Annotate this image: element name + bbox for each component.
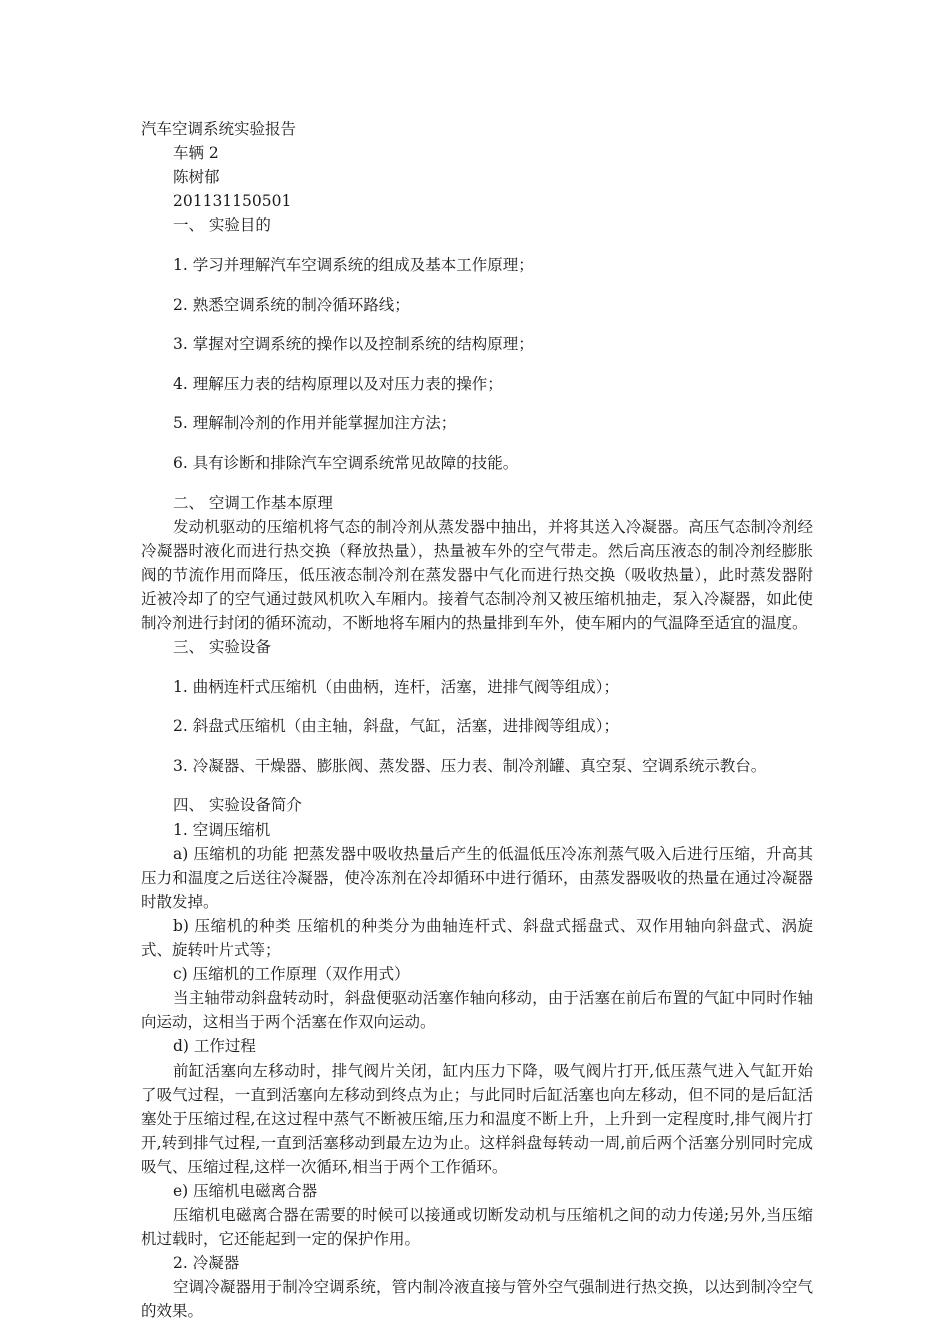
compressor-types-paragraph: b) 压缩机的种类 压缩机的种类分为曲轴连杆式、斜盘式摇盘式、双作用轴向斜盘式、涡旋式、旋转叶片式等； <box>141 916 813 960</box>
clutch-heading: e) 压缩机电磁离合器 <box>173 1181 318 1200</box>
objective-item: 1. 学习并理解汽车空调系统的组成及基本工作原理； <box>173 255 534 274</box>
section-heading-1: 一、 实验目的 <box>173 216 271 235</box>
objective-item: 6. 具有诊断和排除汽车空调系统常见故障的技能。 <box>173 453 519 472</box>
working-process-paragraph: 前缸活塞向左移动时，排气阀片关闭，缸内压力下降，吸气阀片打开,低压蒸气进入气缸开始了吸气过程，一直到活塞向左移动到终点为止；与此同时后缸活塞也向左移动，但不同的是后缸活塞处于压缩过程,在这过程中蒸气不断被压缩,压力和温度不断上升，上升到一定程度时,排气阀片打开,转到排气过程,一直到活塞移动到最左边为止。这样斜盘每转动一周,前后两个活塞分别同时完成吸气、压缩过程,这样一次循环,相当于两个工作循环。 <box>141 1061 813 1176</box>
objective-item: 2. 熟悉空调系统的制冷循环路线； <box>173 295 410 314</box>
document-body <box>141 117 813 1324</box>
condenser-paragraph: 空调冷凝器用于制冷空调系统，管内制冷液直接与管外空气强制进行热交换，以达到制冷空气的效果。 <box>141 1278 813 1321</box>
subsection-compressor: 1. 空调压缩机 <box>173 820 271 839</box>
equipment-item: 2. 斜盘式压缩机（由主轴，斜盘，气缸，活塞，进排阀等组成）； <box>173 717 619 736</box>
equipment-item: 1. 曲柄连杆式压缩机（由曲柄，连杆，活塞，进排气阀等组成）； <box>173 677 619 696</box>
objective-item: 4. 理解压力表的结构原理以及对压力表的操作； <box>173 374 503 393</box>
objective-item: 3. 掌握对空调系统的操作以及控制系统的结构原理； <box>173 335 534 354</box>
document-title: 汽车空调系统实验报告 <box>141 120 297 138</box>
clutch-paragraph: 压缩机电磁离合器在需要的时候可以接通或切断发动机与压缩机之间的动力传递;另外,当压缩机过载时，它还能起到一定的保护作用。 <box>141 1206 813 1249</box>
section-heading-3: 三、 实验设备 <box>173 638 271 657</box>
equipment-item: 3. 冷凝器、干燥器、膨胀阀、蒸发器、压力表、制冷剂罐、真空泵、空调系统示教台。 <box>173 756 767 775</box>
section-heading-2: 二、 空调工作基本原理 <box>173 493 333 512</box>
author-name: 陈树郁 <box>173 168 220 187</box>
working-process-heading: d) 工作过程 <box>173 1037 256 1056</box>
vehicle-label: 车辆 2 <box>173 144 219 163</box>
compressor-function-paragraph: a) 压缩机的功能 把蒸发器中吸收热量后产生的低温低压冷冻剂蒸气吸入后进行压缩，升高其压力和温度之后送往冷凝器，使冷冻剂在冷却循环中进行循环，由蒸发器吸收的热量在通过冷凝器时散发掉。 <box>141 844 813 911</box>
compressor-principle-paragraph: 当主轴带动斜盘转动时，斜盘便驱动活塞作轴向移动，由于活塞在前后布置的气缸中同时作轴向运动，这相当于两个活塞在作双向运动。 <box>141 989 813 1032</box>
subsection-condenser: 2. 冷凝器 <box>173 1254 240 1273</box>
section-heading-4: 四、 实验设备简介 <box>173 796 302 815</box>
principle-paragraph: 发动机驱动的压缩机将气态的制冷剂从蒸发器中抽出，并将其送入冷凝器。高压气态制冷剂经冷凝器时液化而进行热交换（释放热量），热量被车外的空气带走。然后高压液态的制冷剂经膨胀阀的节流作用而降压，低压液态制冷剂在蒸发器中气化而进行热交换（吸收热量），此时蒸发器附近被冷却了的空气通过鼓风机吹入车厢内。接着气态制冷剂又被压缩机抽走，泵入冷凝器，如此使制冷剂进行封闭的循环流动，不断地将车厢内的热量排到车外，使车厢内的气温降至适宜的温度。 <box>141 517 813 632</box>
compressor-principle-heading: c) 压缩机的工作原理（双作用式） <box>173 965 410 984</box>
objective-item: 5. 理解制冷剂的作用并能掌握加注方法； <box>173 414 457 433</box>
student-id: 201131150501 <box>173 192 292 211</box>
